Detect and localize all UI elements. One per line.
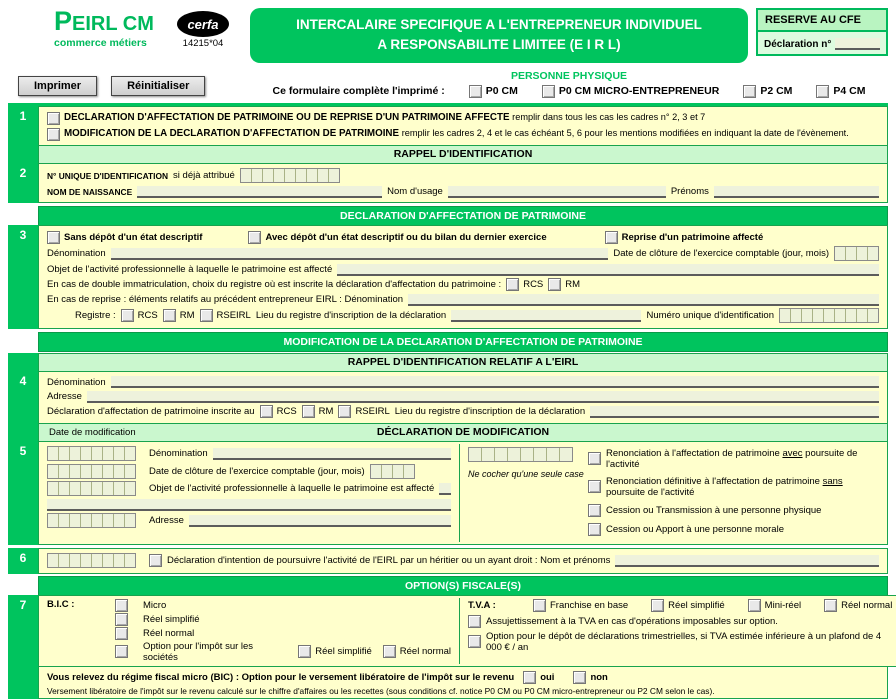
option-p4cm — [816, 85, 865, 98]
s3-registre-label: Registre : — [75, 310, 116, 322]
cerfa-logo — [172, 11, 234, 49]
is-reel-normal-label: Réel normal — [399, 646, 451, 658]
p0cm-micro-checkbox[interactable] — [542, 85, 555, 98]
s5-date5-field[interactable] — [468, 447, 573, 462]
s3-registre-rcs-option — [121, 309, 158, 322]
rappel-identification-band-row — [8, 145, 888, 164]
tva-assujettissement-label: Assujettissement à la TVA en cas d'opérations imposables sur option. — [486, 615, 778, 627]
avec-depot-checkbox[interactable] — [248, 231, 261, 244]
p2cm-checkbox[interactable] — [743, 85, 756, 98]
declaration-number-field[interactable] — [835, 38, 880, 50]
section-6-number: 6 — [8, 548, 38, 574]
s4-denomination-field[interactable] — [111, 376, 879, 388]
section-2 — [8, 163, 888, 204]
declaration-modification-band — [38, 423, 888, 442]
bic-reel-normal-label: Réel normal — [143, 627, 195, 639]
s4-rcs-checkbox[interactable] — [260, 405, 273, 418]
form-title — [250, 8, 748, 63]
section-2-body — [38, 163, 888, 204]
tva-mini-reel-checkbox[interactable] — [748, 599, 761, 612]
s3-lieu-field[interactable] — [451, 310, 641, 322]
sans-depot-option — [47, 231, 202, 244]
section-5-left-column — [47, 444, 460, 542]
avec-depot-label: Avec dépôt d'un état descriptif ou du bilan du dernier exercice — [265, 231, 547, 243]
declaration-modification-band-row — [8, 423, 888, 442]
form-title-line2: A RESPONSABILITE LIMITEE (E I R L) — [377, 37, 621, 53]
s3-immat-rcs-label: RCS — [523, 279, 544, 291]
tva-franchise-checkbox[interactable] — [533, 599, 546, 612]
complement-block — [250, 70, 888, 98]
option-p0cm-micro — [542, 85, 719, 98]
s5-choices — [588, 444, 879, 542]
p0cm-label: P0 CM — [485, 85, 518, 97]
renonciation-avec-option — [588, 448, 879, 470]
tva-trimestrielles-label: Option pour le dépôt de déclarations trimestrielles, si TVA estimée inférieure à un plafond de 4 000 € / an — [486, 630, 882, 653]
micro-non-checkbox[interactable] — [573, 671, 586, 684]
cerfa-icon: cerfa — [177, 11, 229, 37]
section-5-number: 5 — [8, 441, 38, 545]
tva-trimestrielles-checkbox[interactable] — [468, 635, 481, 648]
brand-logo — [54, 8, 172, 49]
s4-lieu-field[interactable] — [590, 406, 879, 418]
personne-physique-heading: PERSONNE PHYSIQUE — [510, 69, 628, 82]
s3-immat-rcs-option — [506, 278, 543, 291]
s4-lieu-label: Lieu du registre d'inscription de la déclaration — [394, 406, 586, 418]
section-6 — [8, 548, 888, 574]
s4-rcs-label: RCS — [276, 406, 297, 418]
s3-cloture-label: Date de clôture de l'exercice comptable (jour, mois) — [613, 248, 829, 260]
declaration-affectation-band: DECLARATION D'AFFECTATION DE PATRIMOINE — [38, 206, 888, 226]
footer-body — [38, 666, 888, 699]
section-3 — [8, 225, 888, 329]
s3-immat-rm-checkbox[interactable] — [548, 278, 561, 291]
single-choice-note: Ne cocher qu'une seule case — [468, 468, 584, 479]
bic-impot-societes-checkbox[interactable] — [115, 645, 128, 658]
footer-row — [8, 666, 888, 699]
usage-name-field[interactable] — [448, 186, 666, 198]
section-7 — [8, 595, 893, 667]
complement-options — [250, 85, 888, 98]
section-7-body — [38, 595, 896, 667]
toolbar — [8, 76, 250, 96]
rappel-eirl-band: RAPPEL D'IDENTIFICATION RELATIF A L'EIRL — [38, 353, 888, 372]
options-fiscales-band: OPTION(S) FISCALE(S) — [38, 576, 888, 596]
bic-label: B.I.C : — [47, 598, 75, 610]
s6-nom-prenoms-field[interactable] — [615, 555, 879, 567]
declaration-affectation-band-row — [8, 206, 888, 226]
s5-date2-field[interactable] — [47, 464, 136, 479]
tva-block — [460, 598, 892, 664]
renonciation-avec-label: Renonciation à l'affectation de patrimoine avec poursuite de l'activité — [606, 447, 858, 470]
declaration-modification-title: DÉCLARATION DE MODIFICATION — [376, 426, 550, 439]
cession-apport-option — [588, 523, 879, 536]
rappel-identification-band: RAPPEL D'IDENTIFICATION — [38, 145, 888, 164]
date-modification-label: Date de modification — [49, 426, 136, 438]
micro-non-option — [573, 671, 607, 684]
cession-apport-checkbox[interactable] — [588, 523, 601, 536]
declaration-affectation-checkbox[interactable] — [47, 112, 60, 125]
s5-objet-field[interactable] — [439, 483, 451, 495]
s3-denomination-field[interactable] — [111, 248, 609, 260]
unique-id-label: N° UNIQUE D'IDENTIFICATION — [47, 170, 169, 181]
s3-reprise-denomination-field[interactable] — [408, 294, 879, 306]
s3-numero-label: Numéro unique d'identification — [646, 310, 774, 322]
s4-adresse-field[interactable] — [87, 391, 879, 403]
cfe-title: RESERVE AU CFE — [758, 10, 886, 32]
renonciation-sans-option — [588, 476, 879, 498]
section-7-number: 7 — [8, 595, 38, 667]
tva-reel-simplifie-option — [651, 599, 725, 612]
s5-adresse-label: Adresse — [149, 515, 184, 527]
left-green-column — [8, 353, 38, 372]
unique-id-note: si déjà attribué — [173, 170, 235, 182]
s3-immat-rm-option — [548, 278, 580, 291]
s4-rcs-option — [260, 405, 297, 418]
bic-impot-societes-label: Option pour l'impôt sur les sociétés — [143, 640, 254, 663]
bic-reel-simplifie-label: Réel simplifié — [143, 613, 200, 625]
bic-micro-label: Micro — [143, 599, 167, 611]
s5-objet-label: Objet de l'activité professionnelle à laquelle le patrimoine est affecté — [149, 483, 435, 495]
tva-mini-reel-option — [748, 599, 801, 612]
micro-oui-label: oui — [540, 671, 555, 683]
s4-rm-option — [302, 405, 334, 418]
s5-objet-field-line2[interactable] — [47, 499, 451, 511]
cession-transmission-label: Cession ou Transmission à une personne physique — [606, 504, 822, 516]
s4-rseirl-label: RSEIRL — [355, 406, 390, 418]
s3-reprise-label: En cas de reprise : éléments relatifs au précédent entrepreneur EIRL : Dénomination — [47, 294, 404, 306]
bic-micro-checkbox[interactable] — [115, 599, 128, 612]
firstnames-field[interactable] — [714, 186, 879, 198]
p0cm-checkbox[interactable] — [469, 85, 482, 98]
declaration-affectation-label: DECLARATION D'AFFECTATION DE PATRIMOINE OU DE REPRISE D'UN PATRIMOINE AFFECTE — [64, 111, 510, 123]
s5-adresse-field[interactable] — [189, 515, 451, 527]
options-fiscales-band-row — [8, 576, 888, 596]
header — [8, 8, 888, 63]
modification-declaration-checkbox[interactable] — [47, 128, 60, 141]
rappel-eirl-band-row — [8, 353, 888, 372]
micro-regime-label: Vous relevez du régime fiscal micro (BIC) : Option pour le versement libératoire de l'impôt sur le revenu — [47, 671, 515, 683]
reprise-patrimoine-checkbox[interactable] — [605, 231, 618, 244]
modification-declaration-option — [47, 127, 879, 141]
s3-registre-rcs-label: RCS — [137, 310, 158, 322]
firstnames-label: Prénoms — [670, 186, 709, 198]
bic-block — [47, 598, 460, 664]
is-reel-simplifie-label: Réel simplifié — [315, 646, 372, 658]
s3-objet-field[interactable] — [337, 264, 879, 276]
p2cm-label: P2 CM — [760, 85, 793, 97]
is-reel-simplifie-checkbox[interactable] — [298, 645, 311, 658]
left-green-column — [8, 145, 38, 164]
s4-rseirl-checkbox[interactable] — [338, 405, 351, 418]
s3-registre-rseirl-label: RSEIRL — [216, 310, 251, 322]
reprise-patrimoine-label: Reprise d'un patrimoine affecté — [621, 231, 764, 243]
declaration-affectation-note: remplir dans tous les cas les cadres n° 2, 3 et 7 — [512, 111, 706, 122]
s3-registre-rseirl-checkbox[interactable] — [200, 309, 213, 322]
modification-declaration-label: MODIFICATION DE LA DECLARATION D'AFFECTATION DE PATRIMOINE — [64, 127, 400, 139]
micro-oui-option — [523, 671, 554, 684]
sans-depot-label: Sans dépôt d'un état descriptif — [64, 231, 203, 243]
modification-declaration-band: MODIFICATION DE LA DECLARATION D'AFFECTATION DE PATRIMOINE — [38, 332, 888, 352]
cession-transmission-option — [588, 504, 879, 517]
tva-reel-simplifie-checkbox[interactable] — [651, 599, 664, 612]
section-5-right-column — [460, 444, 879, 542]
tva-reel-normal-option — [824, 599, 892, 612]
usage-name-label: Nom d'usage — [387, 186, 443, 198]
is-reel-normal-option — [383, 645, 451, 658]
cfe-box — [756, 8, 888, 56]
is-reel-normal-checkbox[interactable] — [383, 645, 396, 658]
s3-objet-label: Objet de l'activité professionnelle à laquelle le patrimoine est affecté — [47, 264, 333, 276]
s3-denomination-label: Dénomination — [47, 248, 106, 260]
s4-rm-checkbox[interactable] — [302, 405, 315, 418]
versement-note: Versement libératoire de l'impôt sur le revenu calculé sur le chiffre d'affaires ou les recettes (sous conditions cf. notice P0 CM ou P0 CM micro-entrepreneur ou P2 CM selon le cas). — [47, 685, 715, 696]
left-green-column — [8, 423, 38, 442]
section-1 — [8, 106, 888, 146]
section-3-number: 3 — [8, 225, 38, 329]
tva-mini-reel-label: Mini-réel — [764, 599, 802, 611]
avec-depot-option — [248, 231, 546, 244]
p0cm-micro-label: P0 CM MICRO-ENTREPRENEUR — [558, 85, 720, 97]
birth-name-field[interactable] — [137, 186, 382, 198]
micro-oui-checkbox[interactable] — [523, 671, 536, 684]
s3-registre-rcs-checkbox[interactable] — [121, 309, 134, 322]
s6-date-field[interactable] — [47, 553, 136, 568]
p4cm-checkbox[interactable] — [816, 85, 829, 98]
s3-registre-rseirl-option — [200, 309, 251, 322]
renonciation-sans-checkbox[interactable] — [588, 480, 601, 493]
brand-subtitle: commerce métiers — [54, 37, 147, 49]
tva-label: T.V.A : — [468, 599, 496, 611]
p4cm-label: P4 CM — [833, 85, 866, 97]
brand-title: PEIRL CM — [54, 6, 154, 36]
option-p0cm — [469, 85, 518, 98]
tva-reel-normal-label: Réel normal — [841, 599, 893, 611]
s5-right-date-and-note — [468, 444, 588, 542]
cerfa-number: 14215*04 — [182, 38, 224, 49]
section-3-body — [38, 225, 888, 329]
reset-button[interactable]: Réinitialiser — [111, 76, 205, 96]
section-1-number: 1 — [8, 106, 38, 146]
sans-depot-checkbox[interactable] — [47, 231, 60, 244]
left-green-column — [8, 666, 38, 699]
declaration-number-label: Déclaration n° — [764, 39, 832, 50]
unique-id-field[interactable] — [240, 168, 340, 183]
renonciation-avec-checkbox[interactable] — [588, 452, 601, 465]
bic-reel-simplifie-checkbox[interactable] — [115, 613, 128, 626]
s3-immat-rcs-checkbox[interactable] — [506, 278, 519, 291]
s4-rseirl-option — [338, 405, 389, 418]
section-4-body — [38, 371, 888, 424]
section-1-body — [38, 106, 888, 146]
s5-cloture-label: Date de clôture de l'exercice comptable (jour, mois) — [149, 465, 365, 477]
cfe-declaration-row — [758, 32, 886, 54]
s3-immat-rm-label: RM — [565, 279, 581, 291]
bic-reel-normal-checkbox[interactable] — [115, 627, 128, 640]
s4-inscrite-label: Déclaration d'affectation de patrimoine inscrite au — [47, 406, 255, 418]
cession-apport-label: Cession ou Apport à une personne morale — [606, 523, 784, 535]
micro-non-label: non — [590, 671, 608, 683]
modification-declaration-band-row — [8, 332, 888, 352]
birth-name-label: NOM DE NAISSANCE — [47, 186, 133, 197]
tva-franchise-option — [533, 599, 628, 612]
s5-date4-field[interactable] — [47, 513, 136, 528]
tva-assujettissement-checkbox[interactable] — [468, 615, 481, 628]
complement-label: Ce formulaire complète l'imprimé : — [272, 85, 445, 97]
cession-transmission-checkbox[interactable] — [588, 504, 601, 517]
modification-declaration-note: remplir les cadres 2, 4 et le cas échéant 5, 6 pour les mentions modifiées en indiquant la date de l'évènement. — [401, 127, 849, 138]
s5-cloture-field[interactable] — [370, 464, 415, 479]
s3-cloture-field[interactable] — [834, 246, 879, 261]
toolbar-row — [8, 70, 888, 98]
section-4-number: 4 — [8, 371, 38, 424]
tva-reel-normal-checkbox[interactable] — [824, 599, 837, 612]
s3-registre-rm-option — [163, 309, 195, 322]
print-button[interactable]: Imprimer — [18, 76, 97, 96]
is-reel-simplifie-option — [298, 645, 372, 658]
s4-rm-label: RM — [318, 406, 334, 418]
declaration-affectation-option — [47, 111, 879, 125]
s3-registre-rm-label: RM — [179, 310, 195, 322]
option-p2cm — [743, 85, 792, 98]
reprise-patrimoine-option — [605, 231, 764, 244]
section-2-number: 2 — [8, 163, 38, 204]
poursuite-heritier-label: Déclaration d'intention de poursuivre l'activité de l'EIRL par un héritier ou un ayant droit : Nom et prénoms — [167, 555, 611, 567]
s5-date1-field[interactable] — [47, 446, 136, 461]
section-6-body — [38, 548, 888, 574]
s5-denomination-field[interactable] — [213, 448, 451, 460]
section-4 — [8, 371, 888, 424]
s3-registre-rm-checkbox[interactable] — [163, 309, 176, 322]
s5-denomination-label: Dénomination — [149, 448, 208, 460]
section-5-body — [38, 441, 888, 545]
tva-franchise-label: Franchise en base — [550, 599, 629, 611]
section-5 — [8, 441, 888, 545]
tva-reel-simplifie-label: Réel simplifié — [668, 599, 725, 611]
s3-lieu-label: Lieu du registre d'inscription de la déclaration — [255, 310, 447, 322]
form-title-line1: INTERCALAIRE SPECIFIQUE A L'ENTREPRENEUR INDIVIDUEL — [296, 17, 702, 32]
renonciation-sans-label: Renonciation définitive à l'affectation de patrimoine sans poursuite de l'activité — [606, 475, 843, 498]
s5-date3-field[interactable] — [47, 481, 136, 496]
s4-denomination-label: Dénomination — [47, 376, 106, 388]
s4-adresse-label: Adresse — [47, 391, 82, 403]
poursuite-heritier-checkbox[interactable] — [149, 554, 162, 567]
s3-numero-field[interactable] — [779, 308, 879, 323]
double-immat-label: En cas de double immatriculation, choix du registre où est inscrite la déclaration d'affectation du patrimoine : — [47, 279, 502, 291]
